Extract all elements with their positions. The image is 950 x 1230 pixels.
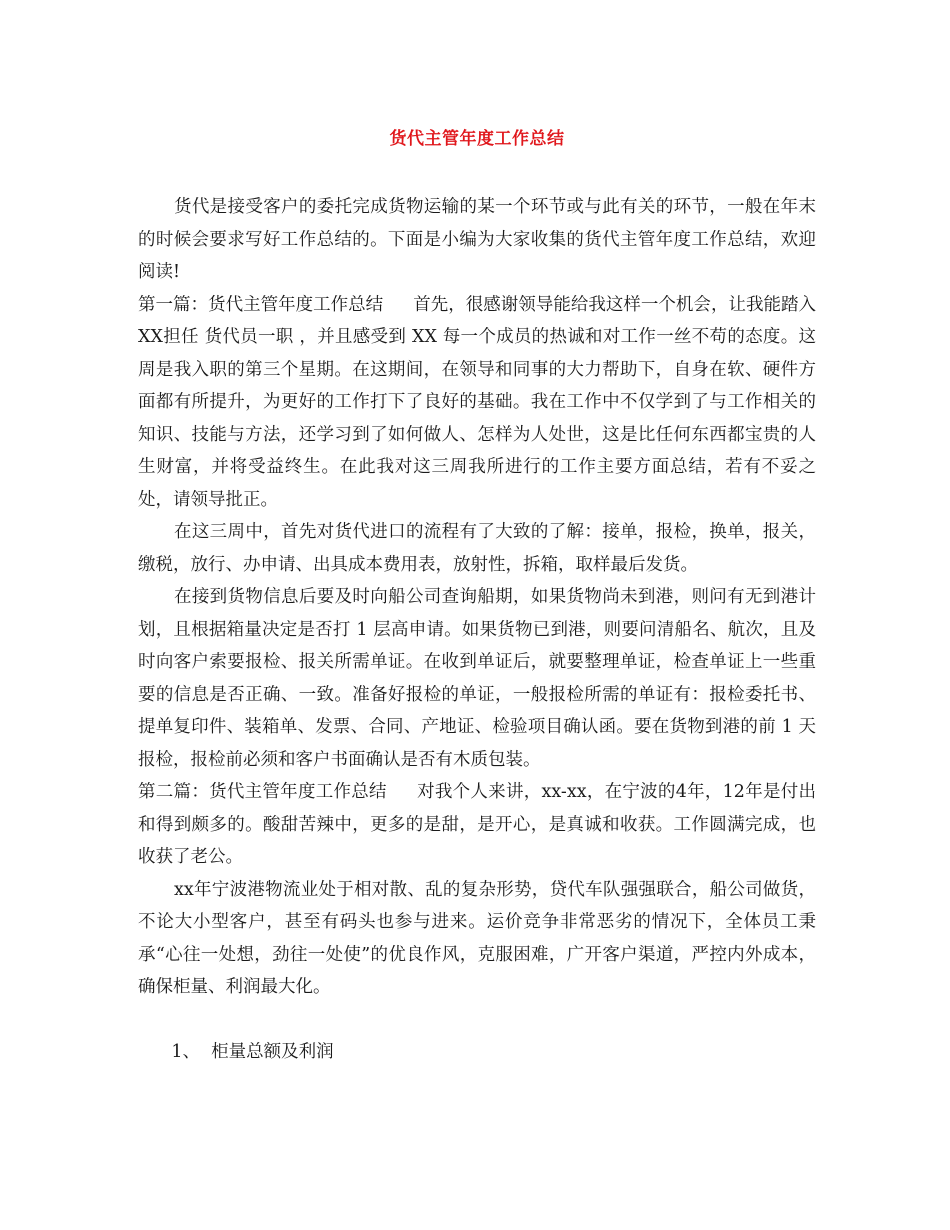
paragraph-text: 对我个人来讲，xx-xx，在宁波的4年，12年是付出和得到颇多的。酸甜苦辣中，更多的是甜，是开心，是真诚和收获。工作圆满完成，也收获了老公。 <box>138 782 817 867</box>
paragraph-text: 货代是接受客户的委托完成货物运输的某一个环节或与此有关的环节，一般在年末的时候会要求写好工作总结的。下面是小编为大家收集的货代主管年度工作总结，欢迎阅读! <box>138 197 816 282</box>
paragraph-section-two <box>138 776 816 874</box>
paragraph-text: 在接到货物信息后要及时向船公司查询船期，如果货物尚未到港，则问有无到港计划，且根据箱量决定是否打 1 层高申请。如果货物已到港，则要问清船名、航次，且及时向客户索要报检、报关所需单证。在收到单证后，就要整理单证，检查单证上一些重要的信息是否正确、一致。准备好报检的单证，一般报检所需的单证有：报检委托书、提单复印件、装箱单、发票、合同、产地证、检验项目确认函。要在货物到港的前 1 天报检，报检前必须和客户书面确认是否有木质包装。 <box>138 587 816 770</box>
document-body <box>138 191 816 1101</box>
paragraph-text: xx年宁波港物流业处于相对散、乱的复杂形势，贷代车队强强联合，船公司做货，不论大小型客户，甚至有码头也参与进来。运价竞争非常恶劣的情况下，全体员工秉承“心往一处想，劲往一处使”的优良作风，克服困难，广开客户渠道，严控内外成本，确保柜量、利润最大化。 <box>138 879 816 997</box>
paragraph-ningbo-logistics <box>138 874 816 1004</box>
list-item-heading <box>138 1004 816 1102</box>
paragraph-section-one <box>138 289 816 517</box>
paragraph-process <box>138 516 816 581</box>
paragraph-intro <box>138 191 816 289</box>
paragraph-cargo-info <box>138 581 816 776</box>
document-title: 货代主管年度工作总结 <box>389 129 565 149</box>
paragraph-text: 首先，很感谢领导能给我这样一个机会，让我能踏入 XX担任 货代员一职 ，并且感受到 XX 每一个成员的热诚和对工作一丝不苟的态度。这周是我入职的第三个星期。在这期间，在领导和同事的大力帮助下，自身在软、硬件方面都有所提升，为更好的工作打下了良好的基础。我在工作中不仅学到了与工作相关的知识、技能与方法，还学习到了如何做人、怎样为人处世，这是比任何东西都宝贵的人生财富，并将受益终生。在此我对这三周我所进行的工作主要方面总结，若有不妥之处，请领导批正。 <box>138 294 817 510</box>
paragraph-text: 在这三周中，首先对货代进口的流程有了大致的了解：接单，报检，换单，报关，缴税，放行、办申请、出具成本费用表，放射性，拆箱，取样最后发货。 <box>138 522 816 575</box>
section-heading: 第一篇：货代主管年度工作总结 <box>138 294 384 315</box>
section-heading: 第二篇：货代主管年度工作总结 <box>138 782 387 802</box>
paragraph-text: 1、 柜量总额及利润 <box>171 1042 334 1062</box>
